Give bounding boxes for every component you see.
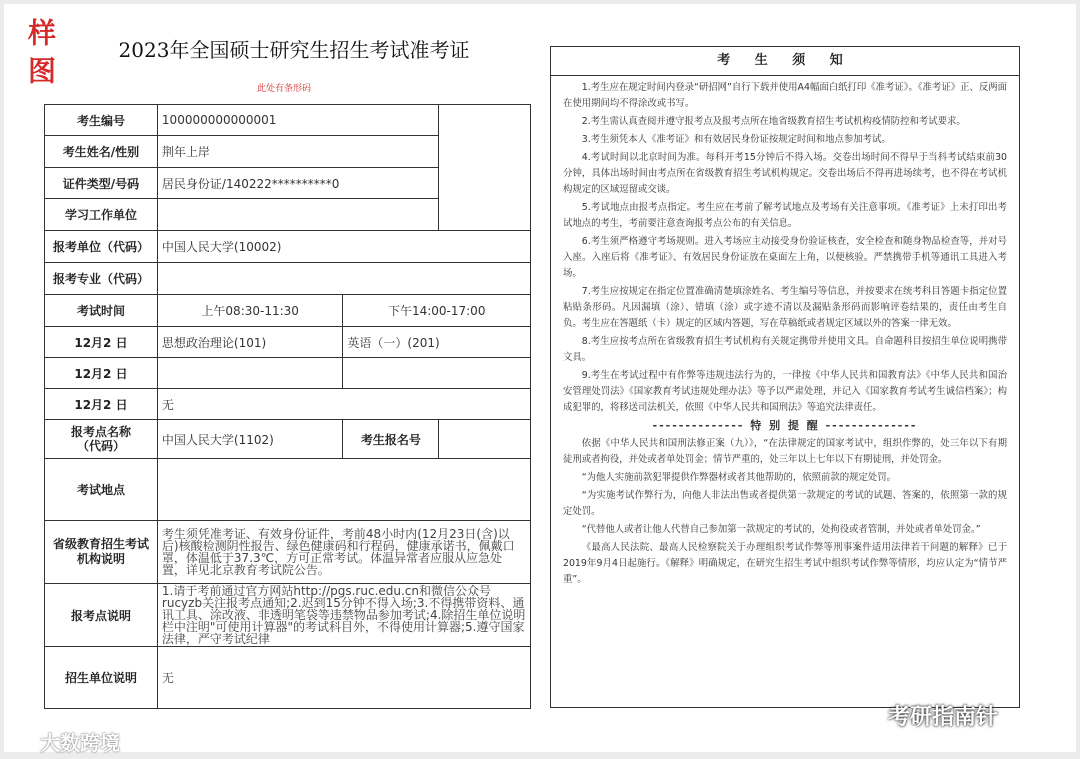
site-name-value: 中国人民大学(1102) [157,420,343,459]
day-date: 12月2 日 [45,327,158,358]
special-item: 《最高人民法院、最高人民检察院关于办理组织考试作弊等刑事案件适用法律若干问题的解释》已于2019年9月4日起施行。《解释》明确规定，在研究生招生考试中组织考试作弊等情形，均应认定为“情节严重”。 [563,542,1007,585]
site-note-text: 1.请于考前通过官方网站http://pgs.ruc.edu.cn和微信公众号rucyzb关注报考点通知;2.迟到15分钟不得入场;3.不得携带资料、通讯工具、涂改液、非透明笔袋等违禁物品参加考试;4.除招生单位说明栏中注明"可使用计算器"的考试科目外，不得使用计算器;5.遵守国家法律，严守考试纪律 [157,584,530,647]
site-note-label: 报考点说明 [45,584,158,647]
id-label: 证件类型/号码 [45,168,158,199]
exam-location-value [157,459,530,521]
unit-note-label: 招生单位说明 [45,647,158,709]
special-item: “为实施考试作弊行为，向他人非法出售或者提供第一款规定的考试的试题、答案的，依照第一款的规定处罚。 [563,490,1007,517]
province-note-text: 考生须凭准考证、有效身份证件，考前48小时内(12月23日(含)以后)核酸检测阴性报告、绿色健康码和行程码，健康承诺书，佩戴口罩，体温低于37.3℃，方可正常考试。体温异常者应服从应急处置，详见北京教育考试院公告。 [157,521,530,584]
major-label: 报考专业（代码） [45,263,158,295]
day-pm-subject: 英语（一）(201) [343,327,531,358]
province-note-label: 省级教育招生考试 机构说明 [45,521,158,584]
name-value: 荆年上岸 [157,136,438,168]
watermark-left-text: 大数跨境 [40,731,120,755]
exam-no-label: 考生编号 [45,105,158,136]
site-name-label: 报考点名称 （代码） [45,420,158,459]
day-pm-subject [343,358,531,389]
special-item: “代替他人或者让他人代替自己参加第一款规定的考试的，处拘役或者管制，并处或者单处罚金。” [581,524,981,535]
notice-panel [550,46,1020,708]
notice-item: 5.考试地点由报考点指定。考生应在考前了解考试地点及考场有关注意事项。《准考证》上未打印出考试地点的考生，考前要注意查询报考点公布的有关信息。 [563,202,1007,229]
notice-item: 8.考生应按考点所在省级教育招生考试机构有关规定携带并使用文具。自命题科目按招生单位说明携带文具。 [563,336,1007,363]
id-value: 居民身份证/140222**********0 [157,168,438,199]
notice-item: 9.考生在考试过程中有作弊等违规违法行为的，一律按《中华人民共和国教育法》《中华人民共和国治安管理处罚法》《国家教育考试违规处理办法》等予以严肃处理，并记入《国家教育考试考生诚信档案》；构成犯罪的，将移送司法机关，依照《中华人民共和国刑法》等追究法律责任。 [563,370,1007,413]
name-label: 考生姓名/性别 [45,136,158,168]
watermark-left [10,727,120,756]
day-am-subject: 无 [157,389,530,420]
major-value [157,263,530,295]
special-item: “为他人实施前款犯罪提供作弊器材或者其他帮助的，依照前款的规定处罚。 [581,472,897,483]
day-date: 12月2 日 [45,389,158,420]
notice-item: 1.考生应在规定时间内登录“研招网”自行下载并使用A4幅面白纸打印《准考证》。《准考证》正、反两面在使用期间均不得涂改或书写。 [563,82,1007,109]
watermark-right [858,700,998,731]
site-no-value [439,420,531,459]
day-date: 12月2 日 [45,358,158,389]
day-am-subject: 思想政治理论(101) [157,327,343,358]
link-logo-icon [10,736,36,754]
sample-stamp: 样图 [24,18,57,94]
apply-unit-value: 中国人民大学(10002) [157,231,530,263]
special-item: 依据《中华人民共和国刑法修正案（九）》，“在法律规定的国家考试中，组织作弊的，处三年以下有期徒刑或者拘役，并处或者单处罚金；情节严重的，处三年以上七年以下有期徒刑，并处罚金。 [563,438,1007,465]
apply-unit-label: 报考单位（代码） [45,231,158,263]
work-unit-label: 学习工作单位 [45,199,158,231]
exam-location-label: 考试地点 [45,459,158,521]
notice-item: 2.考生需认真查阅并遵守报考点及报考点所在地省级教育招生考试机构疫情防控和考试要求。 [581,116,966,127]
wechat-icon [858,709,884,727]
exam-time-label: 考试时间 [45,295,158,327]
notice-item: 6.考生须严格遵守考场规则。进入考场应主动接受身份验证核查，安全检查和随身物品检查等，并对号入座。入座后将《准考证》、有效居民身份证放在桌面左上角，以便核验。严禁携带手机等通讯工具进入考场。 [563,236,1007,279]
notice-item: 7.考生应按规定在指定位置准确清楚填涂姓名、考生编号等信息，并按要求在统考科目答题卡指定位置粘贴条形码。凡因漏填（涂）、错填（涂）或字迹不清以及漏贴条形码而影响评卷结果的，责任由考生自负。考生应在答题纸（卡）规定的区域内答题，写在草稿纸或者规定区域以外的答案一律无效。 [563,286,1007,329]
notice-item: 4.考试时间以北京时间为准。每科开考15分钟后不得入场。交卷出场时间不得早于当科考试结束前30分钟，具体出场时间由考点所在省级教育招生考试机构规定。交卷出场后不得再进场续考，也不得在考试机构规定的区域逗留或交谈。 [563,152,1007,195]
day-am-subject [157,358,343,389]
special-reminder-title: -------------- 特 别 提 醒 -------------- [652,419,918,432]
page-title: 2023年全国硕士研究生招生考试准考证 [118,38,470,62]
barcode-note: 此处有条形码 [256,84,311,94]
unit-note-text: 无 [157,647,530,709]
info-table [44,104,531,709]
watermark-right-text: 考研指南针 [888,705,999,730]
pm-session: 下午14:00-17:00 [343,295,531,327]
am-session: 上午08:30-11:30 [157,295,343,327]
notice-heading: 考 生 须 知 [551,47,1019,76]
exam-no-value: 100000000000001 [157,105,438,136]
work-unit-value [157,199,438,231]
site-no-label: 考生报名号 [343,420,439,459]
notice-body [551,76,1019,588]
notice-item: 3.考生须凭本人《准考证》和有效居民身份证按规定时间和地点参加考试。 [581,134,891,145]
photo-area [439,105,531,231]
